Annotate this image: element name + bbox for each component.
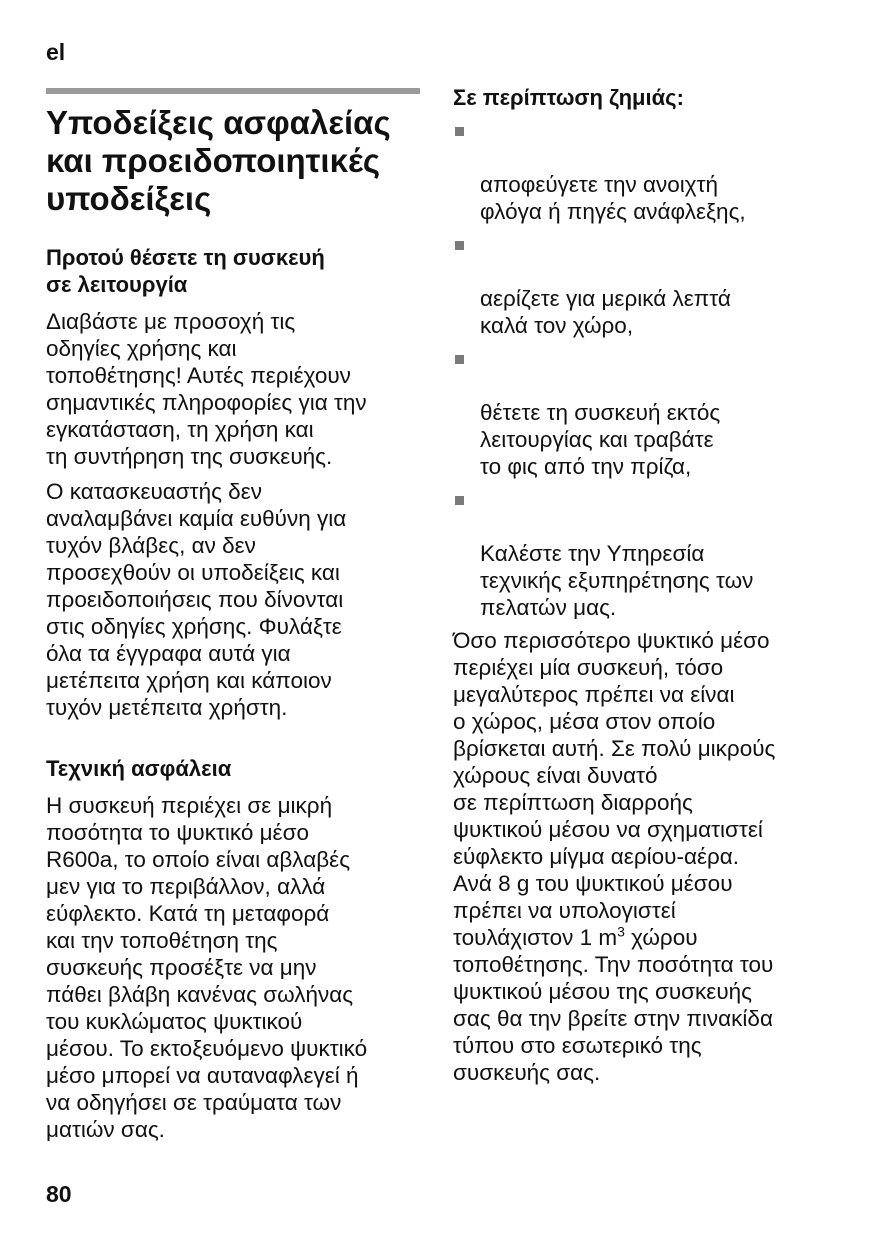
- section-heading-in-case-of-damage: Σε περίπτωση ζημιάς:: [453, 85, 684, 110]
- page-number: 80: [46, 1181, 72, 1207]
- section-heading-before-use: Προτού θέσετε τη συσκευή σε λειτουργία: [46, 245, 325, 297]
- list-item-text: θέτετε τη συσκευή εκτός λειτουργίας και τραβάτε το φις από την πρίζα,: [480, 400, 721, 479]
- section-heading-technical-safety: Τεχνική ασφάλεια: [46, 756, 232, 781]
- damage-instructions-list: [453, 117, 833, 621]
- list-item: [453, 117, 833, 225]
- paragraph-refrigerant-info: Η συσκευή περιέχει σε μικρή ποσότητα το ψυκτικό μέσο R600a, το οποίο είναι αβλαβές μεν για το περιβάλλον, αλλά εύφλεκτο. Κατά τη μεταφορά και την τοποθέτηση της συσκευής προσέξτε να μην πάθει βλάβη κανένας σωλήνας του κυκλώματος ψυκτικού μέσου. Το εκτοξευόμενο ψυκτικό μέσο μπορεί να αυταναφλεγεί ή να οδηγήσει σε τραύματα των ματιών σας.: [46, 793, 368, 1142]
- paragraph-read-instructions: Διαβάστε με προσοχή τις οδηγίες χρήσης και τοποθέτησης! Αυτές περιέχουν σημαντικές πληροφορίες για την εγκατάσταση, τη χρήση και τη συντήρηση της συσκευής.: [46, 309, 367, 469]
- page-title: Υποδείξεις ασφαλείας και προειδοποιητικές υποδείξεις: [46, 104, 391, 217]
- section-divider: [46, 88, 420, 94]
- square-bullet-icon: [455, 355, 464, 364]
- paragraph-text-part-2: χώρου τοποθέτησης. Την ποσότητα του ψυκτικού μέσου της συσκευής σας θα την βρείτε στην πινακίδα τύπου στο εσωτερικό της συσκευής σας.: [453, 925, 774, 1085]
- paragraph-text-part-1: Όσο περισσότερο ψυκτικό μέσο περιέχει μία συσκευή, τόσο μεγαλύτερος πρέπει να είναι ο χώρος, μέσα στον οποίο βρίσκεται αυτή. Σε πολύ μικρούς χώρους είναι δυνατό σε περίπτωση διαρροής ψυκτικού μέσου να σχηματιστεί εύφλεκτο μίγμα αερίου-αέρα. Ανά 8 g του ψυκτικού μέσου πρέπει να υπολογιστεί τουλάχιστον 1 m: [453, 628, 776, 950]
- left-column: [46, 104, 420, 1151]
- list-item: [453, 486, 833, 621]
- list-item-text: αποφεύγετε την ανοιχτή φλόγα ή πηγές ανάφλεξης,: [480, 172, 746, 224]
- spacer: [46, 729, 420, 755]
- list-item: [453, 231, 833, 339]
- section-before-use: [46, 244, 420, 721]
- square-bullet-icon: [455, 127, 464, 136]
- language-code: el: [46, 39, 66, 65]
- list-item-text: Καλέστε την Υπηρεσία τεχνικής εξυπηρέτησης των πελατών μας.: [480, 541, 754, 620]
- superscript-exponent: 3: [617, 923, 625, 940]
- square-bullet-icon: [455, 496, 464, 505]
- list-item: [453, 345, 833, 480]
- paragraph-room-size-requirement: [453, 627, 833, 1086]
- section-technical-safety: [46, 755, 420, 1143]
- list-item-text: αερίζετε για μερικά λεπτά καλά τον χώρο,: [480, 286, 731, 338]
- paragraph-manufacturer-liability: Ο κατασκευαστής δεν αναλαμβάνει καμία ευθύνη για τυχόν βλάβες, αν δεν προσεχθούν οι υποδείξεις και προειδοποιήσεις που δίνονται στις οδηγίες χρήσης. Φυλάξτε όλα τα έγγραφα αυτά για μετέπειτα χρήση και κάποιον τυχόν μετέπειτα χρήστη.: [46, 479, 347, 720]
- right-column: [453, 84, 833, 1086]
- square-bullet-icon: [455, 241, 464, 250]
